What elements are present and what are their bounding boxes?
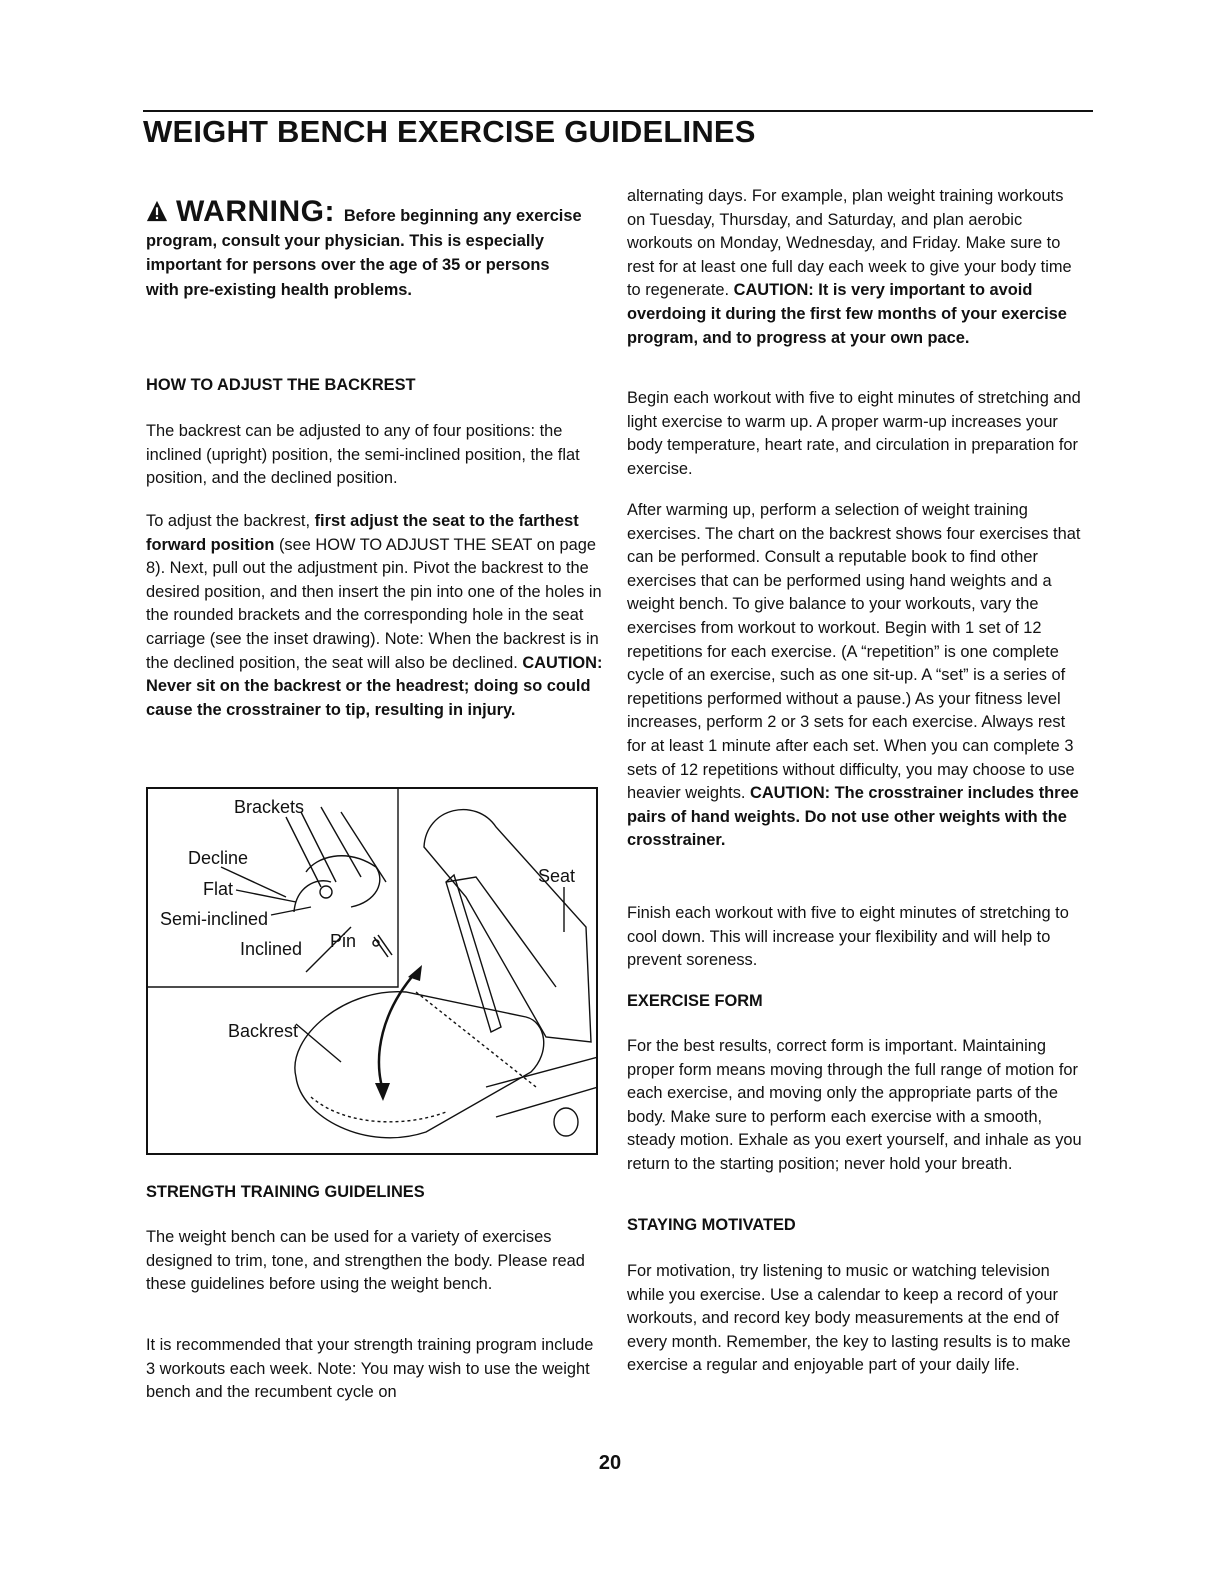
label-seat: Seat bbox=[538, 866, 576, 886]
backrest-caution: CAUTION: Never sit on the backrest or the headrest; doing so could cause the crosstrainer to tip, resulting in injury. bbox=[146, 653, 603, 719]
exercise-form-heading: EXERCISE FORM bbox=[627, 992, 763, 1010]
strength-paragraph-2: It is recommended that your strength training program include 3 workouts each week. Note: You may wish to use the weight bench and the recumbent cycle on bbox=[146, 1336, 594, 1402]
right-p1-caution: CAUTION: It is very important to avoid overdoing it during the first few months of your exercise program, and to progress at your own pace. bbox=[627, 281, 1067, 347]
top-rule bbox=[143, 110, 1093, 112]
page-number: 20 bbox=[598, 1452, 622, 1474]
backrest-pad-shape bbox=[424, 810, 591, 1042]
page-title: WEIGHT BENCH EXERCISE GUIDELINES bbox=[143, 114, 756, 149]
strength-paragraph-1: The weight bench can be used for a variety of exercises designed to trim, tone, and strengthen the body. Please read these guidelines before using the weight bench. bbox=[146, 1228, 585, 1294]
label-brackets: Brackets bbox=[234, 797, 305, 817]
pin-symbol bbox=[373, 935, 392, 957]
warning-text: exercise program, consult your physician. This is especially important for persons over the age of 35 or persons with pre-existing health problems. bbox=[146, 207, 582, 299]
backrest-paragraph-1: The backrest can be adjusted to any of four positions: the inclined (upright) position, the semi-inclined position, the flat position, and the declined position. bbox=[146, 422, 580, 488]
right-p1-text: alternating days. For example, plan weight training workouts on Tuesday, Thursday, and Saturday, and plan aerobic workouts on Monday, Wednesday, and Friday. Make sure to rest for at least one full day each week to give your body time to regenerate. bbox=[627, 187, 1072, 300]
right-paragraph-3 bbox=[627, 499, 1085, 853]
backrest-p2-a: To adjust the backrest, bbox=[146, 512, 315, 530]
label-pin: Pin bbox=[330, 931, 357, 951]
label-inclined: Inclined bbox=[240, 939, 303, 959]
semi-inclined-leader bbox=[271, 907, 311, 915]
label-semi-inclined: Semi-inclined bbox=[160, 909, 269, 929]
right-p3-caution: CAUTION: The crosstrainer includes three pairs of hand weights. Do not use other weights with the crosstrainer. bbox=[627, 784, 1079, 850]
warning-lead: Before beginning any bbox=[343, 207, 512, 225]
knob-shape bbox=[554, 1108, 578, 1136]
strength-heading: STRENGTH TRAINING GUIDELINES bbox=[146, 1183, 425, 1201]
right-paragraph-4: Finish each workout with five to eight minutes of stretching to cool down. This will increase your flexibility and will help to prevent soreness. bbox=[627, 904, 1069, 970]
flat-leader bbox=[236, 890, 296, 902]
backrest-heading: HOW TO ADJUST THE BACKREST bbox=[146, 376, 416, 394]
diagram-frame bbox=[147, 788, 597, 1154]
right-paragraph-1 bbox=[627, 185, 1085, 350]
pivot-arrow bbox=[379, 972, 416, 1087]
label-backrest: Backrest bbox=[228, 1021, 299, 1041]
warning-box bbox=[146, 195, 586, 302]
exercise-form-text: For the best results, correct form is important. Maintaining proper form means moving through the full range of motion for each exercise, and moving only the appropriate parts of the body. Make sure to perform each exercise with a smooth, steady motion. Exhale as you exert yourself, and inhale as you return to the starting position; never hold your breath. bbox=[627, 1037, 1082, 1173]
staying-motivated-text: For motivation, try listening to music or watching television while you exercise. Use a calendar to keep a record of your workouts, and record key body measurements at the end of every month. Remember, the key to lasting results is to make exercise a regular and enjoyable part of your daily life. bbox=[627, 1262, 1071, 1375]
backrest-p2-c: (see HOW TO ADJUST THE SEAT on page 8). Next, pull out the adjustment pin. Pivot the backrest to the desired position, and then insert the pin into one of the holes in the rounded brackets and the corresponding hole in the seat carriage (see the inset drawing). Note: When the backrest is in the declined position, the seat will also be declined. bbox=[146, 535, 602, 672]
staying-motivated-heading: STAYING MOTIVATED bbox=[627, 1216, 796, 1234]
label-decline: Decline bbox=[188, 848, 249, 868]
backrest-paragraph-2 bbox=[146, 510, 604, 722]
warning-triangle-icon bbox=[146, 200, 168, 222]
warning-label: WARNING: bbox=[176, 195, 335, 228]
backrest-diagram bbox=[146, 787, 598, 1155]
seat-pad-shape bbox=[295, 992, 544, 1138]
label-flat: Flat bbox=[203, 879, 234, 899]
right-p3-text: After warming up, perform a selection of weight training exercises. The chart on the backrest shows four exercises that can be performed. Consult a reputable book to find other exercises that can be performed using hand weights and a weight bench. To give balance to your workouts, vary the exercises from workout to workout. Begin with 1 set of 12 repetitions for each exercise. (A “repetition” is one complete cycle of an exercise, such as one sit-up. A “set” is a series of repetitions performed without a pause.) As your fitness level increases, perform 2 or 3 sets for each exercise. Always rest for at least 1 minute after each set. When you can complete 3 sets of 12 repetitions without difficulty, you may choose to use heavier weights. bbox=[627, 501, 1081, 803]
right-paragraph-2: Begin each workout with five to eight minutes of stretching and light exercise to warm up. A proper warm-up increases your body temperature, heart rate, and circulation in preparation for exercise. bbox=[627, 389, 1081, 478]
backrest-p2-bold: first adjust the seat to the farthest forward position bbox=[146, 512, 579, 554]
warning-heading bbox=[146, 195, 344, 228]
